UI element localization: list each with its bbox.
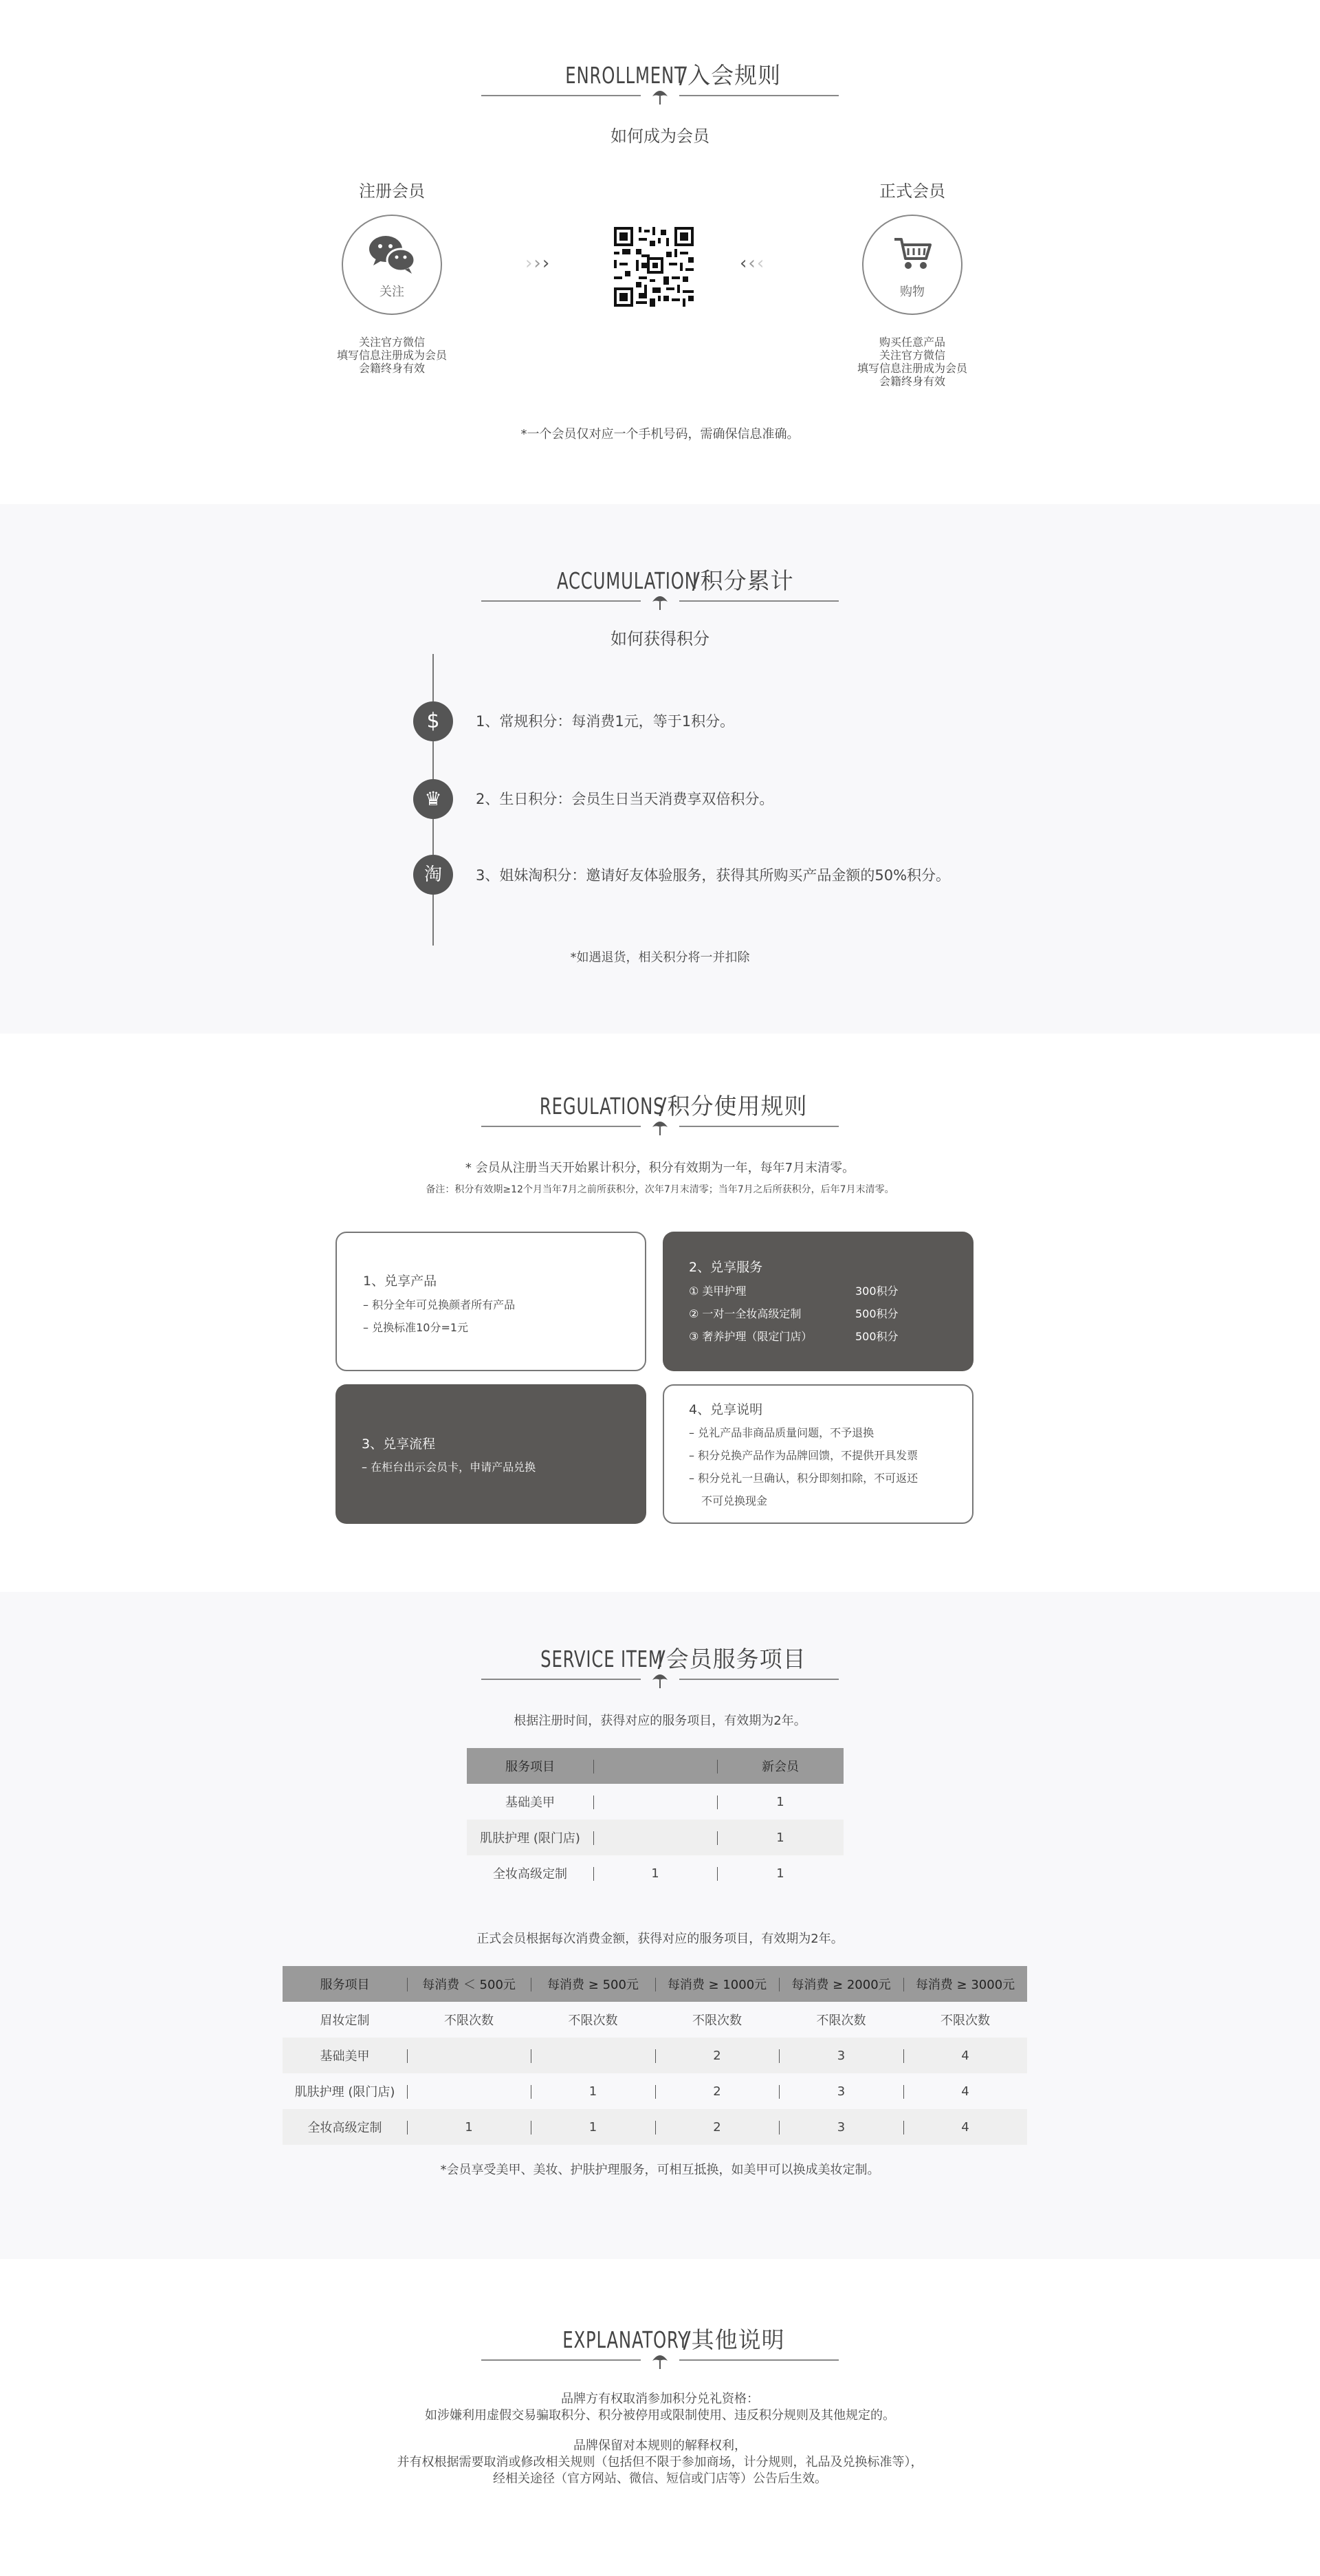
service-name: ② 一对一全妆高级定制 [689, 1307, 802, 1320]
regulations-section [0, 1034, 1320, 1592]
heading-en: SERVICE ITEM [540, 1646, 664, 1672]
qr-code-icon [614, 227, 694, 307]
table-header: 服务项目 [467, 1748, 593, 1784]
heading-ornament [481, 1670, 839, 1691]
heading-ornament [481, 2351, 839, 2372]
desc-line: 关注官方微信 [879, 349, 945, 362]
taobao-icon: 淘 [413, 855, 453, 895]
table-cell: 3 [779, 2073, 903, 2109]
service-name: ③ 奢养护理（限定门店） [689, 1330, 813, 1343]
desc-line: 会籍终身有效 [879, 375, 945, 388]
heading-en: EXPLANATORY [562, 2326, 690, 2353]
desc-line: 填写信息注册成为会员 [857, 362, 967, 375]
explanatory-line: 经相关途径（官方网站、微信、短信或门店等）公告后生效。 [493, 2471, 827, 2486]
table-cell: 2 [655, 2073, 779, 2109]
register-desc [302, 336, 481, 375]
desc-line: 购买任意产品 [879, 336, 945, 349]
explanatory-spacer [0, 2424, 1320, 2438]
table-cell: 1 [593, 1855, 717, 1891]
table-header: 每消费 ≥ 3000元 [903, 1966, 1027, 2002]
enrollment-note: *一个会员仅对应一个手机号码，需确保信息准确。 [520, 427, 800, 441]
heading-cn: /积分累计 [684, 567, 794, 594]
official-member-table [283, 1966, 1027, 2145]
shopping-circle [862, 215, 962, 315]
desc-line: 会籍终身有效 [358, 362, 425, 375]
service-points: 500积分 [855, 1307, 899, 1320]
left-arrows-icon: ‹‹‹ [740, 253, 766, 274]
service-points: 300积分 [855, 1285, 899, 1298]
heading-cn: /入会规则 [671, 62, 782, 89]
table-cell [407, 2038, 531, 2073]
table-cell: 不限次数 [568, 2013, 618, 2028]
heading-en: REGULATIONS [540, 1093, 665, 1120]
service-section [0, 1592, 1320, 2259]
table-header: 每消费 ≥ 1000元 [655, 1966, 779, 2002]
card-title: 2、兑享服务 [689, 1260, 763, 1275]
table-cell [593, 1784, 717, 1820]
umbrella-icon [652, 1672, 668, 1690]
table-cell [531, 2038, 655, 2073]
heading-cn: /积分使用规则 [650, 1093, 808, 1120]
desc-line: 关注官方微信 [358, 336, 425, 349]
service-desc1: 根据注册时间，获得对应的服务项目，有效期为2年。 [514, 1714, 806, 1728]
card-redeem-notes [663, 1384, 974, 1524]
table-cell: 全妆高级定制 [283, 2109, 407, 2145]
table-header: 新会员 [717, 1748, 844, 1784]
card-item: – 积分兑礼一旦确认，积分即刻扣除，不可返还 [689, 1472, 918, 1485]
table-row [467, 1820, 844, 1855]
explanatory-text [0, 2391, 1320, 2487]
table-row [283, 2073, 1027, 2109]
table-cell: 1 [717, 1820, 844, 1855]
explanatory-line: 品牌方有权取消参加积分兑礼资格： [561, 2392, 759, 2406]
heading-ornament [481, 592, 839, 613]
explanatory-heading [0, 2322, 1320, 2355]
right-arrows-icon: ››› [525, 253, 551, 274]
official-desc [823, 336, 1002, 388]
service-heading [0, 1641, 1320, 1674]
card-title: 4、兑享说明 [689, 1402, 763, 1417]
umbrella-icon [652, 1119, 668, 1137]
table-row [283, 2002, 1027, 2038]
table-header: 每消费 ≥ 2000元 [779, 1966, 903, 2002]
register-member-label: 注册会员 [359, 182, 425, 201]
table-cell [407, 2073, 531, 2109]
card-item: – 兑礼产品非商品质量问题，不予退换 [689, 1426, 874, 1439]
umbrella-icon [652, 88, 668, 106]
card-redeem-products [336, 1232, 646, 1371]
table-row [283, 2038, 1027, 2073]
card-title: 1、兑享产品 [363, 1274, 437, 1289]
table-cell: 4 [903, 2073, 1027, 2109]
regulations-line2: 备注：积分有效期≥12个月当年7月之前所获积分，次年7月末清零；当年7月之后所获积分，后年7月末清零。 [426, 1184, 894, 1195]
crown-icon: ♛ [413, 779, 453, 819]
card-item: – 在柜台出示会员卡，申请产品兑换 [362, 1461, 536, 1474]
shopping-cart-icon [893, 237, 933, 272]
heading-ornament [481, 1117, 839, 1138]
regulations-line1: * 会员从注册当天开始累计积分，积分有效期为一年，每年7月末清零。 [465, 1161, 855, 1175]
wechat-icon [368, 234, 417, 276]
table-cell: 不限次数 [816, 2013, 866, 2028]
heading-cn: /其他说明 [675, 2326, 785, 2353]
heading-en: ENROLLMENT [565, 62, 685, 89]
table-cell: 肌肤护理 (限门店) [294, 2085, 395, 2099]
table-cell: 基础美甲 [505, 1795, 555, 1810]
table-cell: 眉妆定制 [320, 2013, 370, 2028]
table-header: 每消费 ≥ 500元 [531, 1966, 655, 2002]
table-row [467, 1855, 844, 1891]
follow-circle [342, 215, 442, 315]
enrollment-subtitle: 如何成为会员 [610, 127, 710, 146]
table-row [283, 2109, 1027, 2145]
accumulation-heading [0, 563, 1320, 596]
table-cell: 4 [903, 2038, 1027, 2073]
card-title: 3、兑享流程 [362, 1437, 436, 1452]
explanatory-line: 如涉嫌利用虚假交易骗取积分、积分被停用或限制使用、违反积分规则及其他规定的。 [425, 2408, 895, 2423]
regulations-heading [0, 1089, 1320, 1121]
table-cell: 1 [407, 2109, 531, 2145]
table-cell: 不限次数 [940, 2013, 990, 2028]
heading-ornament [481, 87, 839, 107]
desc-line: 填写信息注册成为会员 [336, 349, 447, 362]
official-member-label: 正式会员 [879, 182, 945, 201]
table-cell: 3 [779, 2109, 903, 2145]
follow-text: 关注 [380, 285, 404, 299]
table-header: 服务项目 [283, 1966, 407, 2002]
table-cell: 2 [655, 2109, 779, 2145]
regular-points-text: 1、常规积分：每消费1元，等于1积分。 [476, 713, 735, 730]
table-header: 每消费 ＜ 500元 [407, 1966, 531, 2002]
umbrella-icon [652, 2353, 668, 2370]
shopping-text: 购物 [900, 285, 925, 299]
dollar-icon: $ [413, 701, 453, 741]
sister-points-text: 3、姐妹淘积分：邀请好友体验服务，获得其所购买产品金额的50%积分。 [476, 867, 951, 884]
table-cell: 肌肤护理 (限门店) [467, 1820, 593, 1855]
table-cell: 基础美甲 [283, 2038, 407, 2073]
accumulation-section [0, 504, 1320, 1034]
heading-cn: /会员服务项目 [650, 1646, 806, 1672]
table-cell [593, 1820, 717, 1855]
accumulation-subtitle: 如何获得积分 [610, 629, 710, 648]
explanatory-section [0, 2259, 1320, 2576]
service-name: ① 美甲护理 [689, 1285, 747, 1298]
table-cell: 不限次数 [444, 2013, 494, 2028]
card-item: – 积分兑换产品作为品牌回馈，不提供开具发票 [689, 1449, 918, 1462]
explanatory-line: 品牌保留对本规则的解释权利， [573, 2438, 747, 2453]
table-header [593, 1748, 717, 1784]
birthday-points-text: 2、生日积分：会员生日当天消费享双倍积分。 [476, 791, 774, 807]
enrollment-section [0, 0, 1320, 504]
table-cell: 2 [655, 2038, 779, 2073]
explanatory-line: 并有权根据需要取消或修改相关规则（包括但不限于参加商场，计分规则，礼品及兑换标准等）， [397, 2455, 923, 2469]
heading-en: ACCUMULATION [557, 567, 698, 594]
table-cell: 1 [717, 1784, 844, 1820]
table-cell: 1 [717, 1855, 844, 1891]
card-item: – 积分全年可兑换颜者所有产品 [363, 1298, 516, 1311]
umbrella-icon [652, 593, 668, 611]
enrollment-heading [0, 58, 1320, 90]
service-desc2: 正式会员根据每次消费金额，获得对应的服务项目，有效期为2年。 [476, 1932, 844, 1946]
table-cell: 1 [531, 2109, 655, 2145]
card-redeem-services [663, 1232, 974, 1371]
table-row [467, 1784, 844, 1820]
table-cell: 1 [531, 2073, 655, 2109]
table-cell: 4 [903, 2109, 1027, 2145]
new-member-table [467, 1748, 844, 1891]
table-cell: 3 [779, 2038, 903, 2073]
accumulation-note: *如遇退货，相关积分将一并扣除 [570, 950, 750, 965]
service-note: *会员享受美甲、美妆、护肤护理服务，可相互抵换，如美甲可以换成美妆定制。 [440, 2163, 880, 2177]
table-cell: 不限次数 [692, 2013, 742, 2028]
card-item: – 兑换标准10分=1元 [363, 1321, 469, 1334]
card-item: 不可兑换现金 [701, 1494, 768, 1507]
service-points: 500积分 [855, 1330, 899, 1343]
table-cell: 全妆高级定制 [493, 1867, 567, 1881]
card-redeem-process [336, 1384, 646, 1524]
